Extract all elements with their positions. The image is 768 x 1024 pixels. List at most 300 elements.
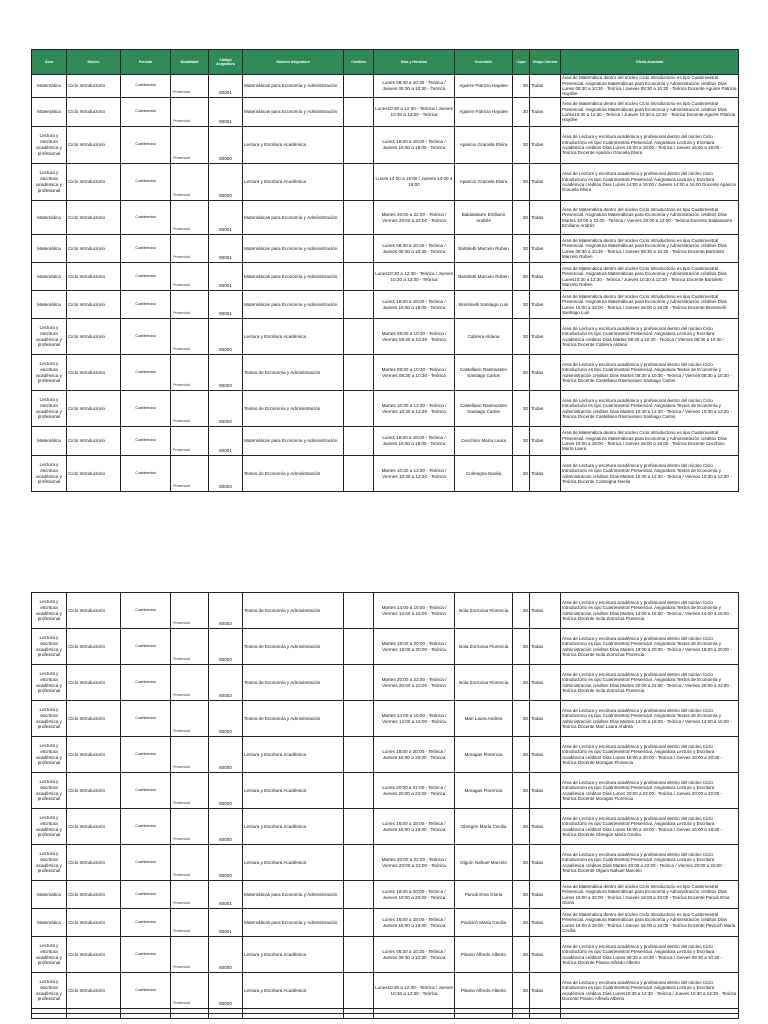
cell-oferta: Área de Lectura y escritura académica y profesional dentro del núcleo Ciclo Introductorio es tipo Cuatrimestral Presencial. Asignatura Lectura y Escritura Académica créditos Días Lunes 20:00 a 22:00 - Teórica / Jueves 20:00 a 22:00 - Teórica Docente Moragas Florencia [561, 773, 739, 809]
cell-nombre: Matemáticas para Economía y Administración [243, 427, 344, 456]
header-grupo: Grupo Carrera [530, 50, 561, 75]
cell-modalidad [171, 909, 209, 937]
cell-creditos [344, 263, 374, 291]
cell-dias: Martes 20:00 a 22:00 - Teórica / Viernes 20:00 a 22:00 - Teórica [374, 845, 455, 881]
cell-codigo-text: 80000 [219, 156, 232, 162]
cell-codigo [209, 164, 243, 201]
header-cupo: Cupo [513, 50, 530, 75]
cell-codigo [209, 881, 243, 909]
cell-modalidad-text: Presencial [173, 448, 190, 453]
cell-area: Lectura y escritura académica y profesional [32, 973, 67, 1009]
cell-periodo: Cuatrimestral [121, 593, 171, 629]
cell-codigo-text: 80002 [219, 729, 232, 735]
cell-nucleo: Ciclo Introductorio [67, 881, 121, 909]
cell-codigo [209, 263, 243, 291]
cell-nucleo: Ciclo Introductorio [67, 263, 121, 291]
cell-codigo-text: 80000 [219, 347, 232, 353]
cell-periodo: Cuatrimestral [121, 235, 171, 263]
cell-area: Lectura y escritura académica y profesional [32, 593, 67, 629]
cell-grupo: Todas [530, 75, 561, 98]
cell-grupo: Todas [530, 973, 561, 1009]
cell-docente: Moragas Florencia [455, 773, 513, 809]
cell-modalidad [171, 98, 209, 127]
cell-modalidad [171, 75, 209, 98]
cell-docente: Pisano Alfredo Alberto [455, 937, 513, 973]
cell-cupo: 30 [513, 235, 530, 263]
cell-docente: Castellano Rasmussen Santiago Carlos [455, 391, 513, 427]
cell-codigo [209, 937, 243, 973]
table-row [32, 845, 739, 881]
cell-area: Matemática [32, 201, 67, 235]
cell-modalidad-text: Presencial [173, 901, 190, 906]
cell-nucleo: Ciclo Introductorio [67, 665, 121, 701]
header-oferta: Oferta Asociada [561, 50, 739, 75]
cell-nombre: Textos de Economía y Administración [243, 355, 344, 391]
cell-cupo: 30 [513, 629, 530, 665]
cell-periodo: Cuatrimestral [121, 701, 171, 737]
cell-docente: Bartoletti Marcelo Ruben [455, 235, 513, 263]
cell-nucleo: Ciclo Introductorio [67, 355, 121, 391]
cell-grupo: Todas [530, 127, 561, 164]
cell-grupo: Todas [530, 391, 561, 427]
course-table-page-1 [31, 49, 738, 492]
cell-nucleo: Ciclo Introductorio [67, 127, 121, 164]
cell-nombre: Lectura y Escritura Académica [243, 773, 344, 809]
empty-cell [561, 1014, 739, 1019]
cell-codigo [209, 809, 243, 845]
cell-area: Lectura y escritura académica y profesional [32, 773, 67, 809]
cell-modalidad-text: Presencial [173, 693, 190, 698]
cell-periodo: Cuatrimestral [121, 809, 171, 845]
cell-docente: Olguín Nahuel Marcelo [455, 845, 513, 881]
cell-cupo: 30 [513, 701, 530, 737]
cell-area: Matemática [32, 235, 67, 263]
cell-codigo-text: 80002 [219, 383, 232, 389]
table-row [32, 427, 739, 456]
cell-nucleo: Ciclo Introductorio [67, 75, 121, 98]
cell-dias: Lunes 20:00 a 22:00 - Teórica / Jueves 20:00 a 22:00 - Teórica [374, 773, 455, 809]
cell-area: Lectura y escritura académica y profesional [32, 456, 67, 492]
cell-area: Lectura y escritura académica y profesional [32, 665, 67, 701]
cell-modalidad [171, 127, 209, 164]
cell-modalidad [171, 456, 209, 492]
cell-codigo-text: 80000 [219, 873, 232, 879]
cell-nucleo: Ciclo Introductorio [67, 291, 121, 319]
cell-modalidad-text: Presencial [173, 255, 190, 260]
cell-grupo: Todas [530, 201, 561, 235]
cell-oferta: Área de Matemática dentro del núcleo Ciclo Introductorio es tipo Cuatrimestral Presencial. Asignatura Matemáticas para Economía y Administración créditos Días Lunes10:30 a 12:30 - Teórica / Jueves 10:30 a 12:30 - Teórica Docente Bartoletti Marcelo Ruben [561, 263, 739, 291]
cell-nucleo: Ciclo Introductorio [67, 98, 121, 127]
cell-area: Matemática [32, 427, 67, 456]
cell-nombre: Lectura y Escritura Académica [243, 937, 344, 973]
cell-periodo: Cuatrimestral [121, 909, 171, 937]
cell-cupo: 30 [513, 164, 530, 201]
cell-area: Lectura y escritura académica y profesional [32, 355, 67, 391]
course-table-page-2 [31, 592, 738, 1019]
cell-dias: Martes 20:00 a 22:00 - Teórica / Viernes 20:00 a 22:00 - Teórica [374, 665, 455, 701]
cell-grupo: Todas [530, 456, 561, 492]
cell-modalidad [171, 427, 209, 456]
cell-grupo: Todas [530, 319, 561, 355]
cell-modalidad [171, 737, 209, 773]
cell-area: Lectura y escritura académica y profesional [32, 391, 67, 427]
cell-codigo-text: 80001 [219, 90, 232, 96]
table-row [32, 75, 739, 98]
cell-grupo: Todas [530, 701, 561, 737]
cell-modalidad [171, 391, 209, 427]
header-docente: Docente/s [455, 50, 513, 75]
cell-dias: Martes 10:30 a 12:30 - Teórica / Viernes 10:30 a 12:30 - Teórica [374, 456, 455, 492]
cell-codigo-text: 80000 [219, 193, 232, 199]
cell-periodo: Cuatrimestral [121, 127, 171, 164]
cell-codigo-text: 80001 [219, 901, 232, 907]
cell-grupo: Todas [530, 773, 561, 809]
cell-docente: Isola Zorrozua Florencia [455, 593, 513, 629]
cell-nucleo: Ciclo Introductorio [67, 319, 121, 355]
cell-oferta: Área de Lectura y escritura académica y profesional dentro del núcleo Ciclo Introductorio es tipo Cuatrimestral Presencial. Asignatura Lectura y Escritura Académica créditos Días Martes 08:30 a 10:30 - Teórica / Viernes 08:30 a 10:30 - Teórica Docente Cabrera Aldana [561, 319, 739, 355]
cell-dias: Lunes10:30 a 12:30 - Teórica / Jueves 10:30 a 12:30 - Teórica [374, 973, 455, 1009]
cell-periodo: Cuatrimestral [121, 629, 171, 665]
cell-creditos [344, 773, 374, 809]
cell-codigo [209, 75, 243, 98]
cell-oferta: Área de Lectura y escritura académica y profesional dentro del núcleo Ciclo Introductorio es tipo Cuatrimestral Presencial. Asignatura Lectura y Escritura Académica créditos Días Lunes 16:00 a 18:00 - Teórica / Jueves 16:00 a 18:00 - Teórica Docente Aparicio Graciela Elvira [561, 127, 739, 164]
table-row [32, 973, 739, 1009]
cell-grupo: Todas [530, 937, 561, 973]
cell-cupo: 30 [513, 263, 530, 291]
cell-modalidad-text: Presencial [173, 484, 190, 489]
cell-codigo [209, 845, 243, 881]
cell-periodo: Cuatrimestral [121, 391, 171, 427]
cell-creditos [344, 427, 374, 456]
table-row [32, 456, 739, 492]
cell-modalidad [171, 937, 209, 973]
cell-docente: Obregón María Cecilia [455, 809, 513, 845]
cell-creditos [344, 665, 374, 701]
table-row [32, 701, 739, 737]
cell-modalidad-text: Presencial [173, 657, 190, 662]
table-row [32, 291, 739, 319]
cell-periodo: Cuatrimestral [121, 355, 171, 391]
cell-grupo: Todas [530, 235, 561, 263]
cell-creditos [344, 593, 374, 629]
cell-nucleo: Ciclo Introductorio [67, 391, 121, 427]
cell-modalidad [171, 164, 209, 201]
cell-creditos [344, 235, 374, 263]
cell-cupo: 30 [513, 909, 530, 937]
table-row [32, 201, 739, 235]
cell-nucleo: Ciclo Introductorio [67, 737, 121, 773]
header-area: Área [32, 50, 67, 75]
cell-grupo: Todas [530, 629, 561, 665]
table-row [32, 263, 739, 291]
cell-oferta: Área de Matemática dentro del núcleo Ciclo Introductorio es tipo Cuatrimestral Presencial. Asignatura Matemáticas para Economía y Administración créditos Días Lunes 08:30 a 10:30 - Teórica / Jueves 08:30 a 10:30 - Teórica Docente Aguirre Patricia Haydee [561, 75, 739, 98]
cell-nucleo: Ciclo Introductorio [67, 845, 121, 881]
cell-codigo [209, 127, 243, 164]
cell-oferta: Área de Lectura y escritura académica y profesional dentro del núcleo Ciclo Introductorio es tipo Cuatrimestral Presencial. Asignatura Textos de Economía y Administración créditos Días Martes 18:00 a 20:00 - Teórica / Viernes 18:00 a 20:00 - Teórica Docente Isola Zorrozua Florencia [561, 629, 739, 665]
cell-modalidad-text: Presencial [173, 383, 190, 388]
cell-creditos [344, 737, 374, 773]
cell-codigo-text: 80000 [219, 965, 232, 971]
cell-dias: Martes 08:30 a 10:30 - Teórica / Viernes 08:30 a 10:30 - Teórica [374, 355, 455, 391]
empty-table-row [32, 1014, 739, 1019]
cell-dias: Martes 10:30 a 12:30 - Teórica / Viernes 10:30 a 12:30 - Teórica [374, 391, 455, 427]
empty-cell [121, 1014, 171, 1019]
cell-cupo: 30 [513, 355, 530, 391]
cell-area: Matemática [32, 263, 67, 291]
cell-oferta: Área de Lectura y escritura académica y profesional dentro del núcleo Ciclo Introductorio es tipo Cuatrimestral Presencial. Asignatura Textos de Economía y Administración créditos Días Martes 14:00 a 16:00 - Teórica / Viernes 14:00 a 16:00 - Teórica Docente Isola Zorrozua Florencia [561, 593, 739, 629]
cell-modalidad-text: Presencial [173, 90, 190, 95]
cell-oferta: Área de Lectura y escritura académica y profesional dentro del núcleo Ciclo Introductorio es tipo Cuatrimestral Presencial. Asignatura Lectura y Escritura Académica créditos Días Lunes 18:00 a 20:00 - Teórica / Jueves 18:00 a 20:00 - Teórica Docente Moragas Florencia [561, 737, 739, 773]
cell-nucleo: Ciclo Introductorio [67, 809, 121, 845]
cell-cupo: 30 [513, 427, 530, 456]
cell-modalidad-text: Presencial [173, 347, 190, 352]
cell-dias: Lunes 16:00 a 18:00 - Teórica / Jueves 16:00 a 18:00 - Teórica [374, 427, 455, 456]
cell-oferta: Área de Matemática dentro del núcleo Ciclo Introductorio es tipo Cuatrimestral Presencial. Asignatura Matemáticas para Economía y Administración créditos Días Lunes10:30 a 12:30 - Teórica / Jueves 10:30 a 12:30 - Teórica Docente Aguirre Patricia Haydee [561, 98, 739, 127]
cell-periodo: Cuatrimestral [121, 427, 171, 456]
cell-cupo: 30 [513, 665, 530, 701]
cell-docente: Parodi Ema Gloria [455, 881, 513, 909]
cell-creditos [344, 355, 374, 391]
cell-area: Lectura y escritura académica y profesional [32, 845, 67, 881]
cell-cupo: 30 [513, 291, 530, 319]
cell-oferta: Área de Matemática dentro del núcleo Ciclo Introductorio es tipo Cuatrimestral Presencial. Asignatura Matemáticas para Economía y Administración créditos Días Lunes 16:00 a 18:00 - Teórica / Jueves 16:00 a 18:00 - Teórica Docente Cecchino María Laura [561, 427, 739, 456]
cell-periodo: Cuatrimestral [121, 845, 171, 881]
cell-nombre: Matemáticas para Economía y Administración [243, 291, 344, 319]
cell-cupo: 30 [513, 737, 530, 773]
cell-modalidad-text: Presencial [173, 227, 190, 232]
cell-codigo-text: 80000 [219, 1001, 232, 1007]
cell-oferta: Área de Lectura y escritura académica y profesional dentro del núcleo Ciclo Introductorio es tipo Cuatrimestral Presencial. Asignatura Lectura y Escritura Académica créditos Días Lunes10:30 a 12:30 - Teórica / Jueves 10:30 a 12:30 - Teórica Docente Pisano Alfredo Alberto [561, 973, 739, 1009]
cell-docente: Cecchino María Laura [455, 427, 513, 456]
cell-docente: Aguirre Patricia Haydee [455, 98, 513, 127]
cell-periodo: Cuatrimestral [121, 98, 171, 127]
header-dias: Días y Horarios [374, 50, 455, 75]
course-table [31, 49, 739, 492]
cell-docente: Aparicio Graciela Elvira [455, 127, 513, 164]
cell-cupo: 30 [513, 127, 530, 164]
table-row [32, 937, 739, 973]
cell-docente: Moragas Florencia [455, 737, 513, 773]
cell-docente: Brentinelli Santiago Luis [455, 291, 513, 319]
table-row [32, 127, 739, 164]
cell-nucleo: Ciclo Introductorio [67, 427, 121, 456]
cell-nucleo: Ciclo Introductorio [67, 973, 121, 1009]
cell-codigo [209, 291, 243, 319]
cell-nombre: Lectura y Escritura Académica [243, 809, 344, 845]
cell-oferta: Área de Lectura y escritura académica y profesional dentro del núcleo Ciclo Introductorio es tipo Cuatrimestral Presencial. Asignatura Lectura y Escritura Académica créditos Días Lunes 16:00 a 18:00 - Teórica / Jueves 16:00 a 18:00 - Teórica Docente Obregón María Cecilia [561, 809, 739, 845]
cell-periodo: Cuatrimestral [121, 881, 171, 909]
table-row [32, 629, 739, 665]
cell-grupo: Todas [530, 665, 561, 701]
cell-creditos [344, 937, 374, 973]
cell-grupo: Todas [530, 291, 561, 319]
cell-cupo: 30 [513, 98, 530, 127]
header-periodo: Período [121, 50, 171, 75]
cell-modalidad [171, 809, 209, 845]
cell-nombre: Textos de Economía y Administración [243, 701, 344, 737]
table-row [32, 881, 739, 909]
cell-cupo: 30 [513, 973, 530, 1009]
cell-codigo-text: 80001 [219, 227, 232, 233]
cell-codigo [209, 701, 243, 737]
cell-modalidad-text: Presencial [173, 873, 190, 878]
cell-dias: Lunes 16:00 a 18:00 - Teórica / Jueves 16:00 a 18:00 - Teórica [374, 291, 455, 319]
cell-docente: Isola Zorrozua Florencia [455, 629, 513, 665]
cell-docente: Aparicio Graciela Elvira [455, 164, 513, 201]
cell-creditos [344, 391, 374, 427]
cell-modalidad [171, 235, 209, 263]
empty-cell [455, 1014, 513, 1019]
cell-oferta: Área de Lectura y escritura académica y profesional dentro del núcleo Ciclo Introductorio es tipo Cuatrimestral Presencial. Asignatura Textos de Economía y Administración créditos Días Martes 14:00 a 16:00 - Teórica / Viernes 14:00 a 16:00 - Teórica Docente Mari Laura Andrea [561, 701, 739, 737]
cell-nucleo: Ciclo Introductorio [67, 164, 121, 201]
empty-cell [32, 1014, 67, 1019]
empty-cell [530, 1014, 561, 1019]
cell-grupo: Todas [530, 881, 561, 909]
cell-modalidad [171, 973, 209, 1009]
cell-modalidad [171, 263, 209, 291]
cell-grupo: Todas [530, 909, 561, 937]
cell-creditos [344, 201, 374, 235]
cell-oferta: Área de Matemática dentro del núcleo Ciclo Introductorio es tipo Cuatrimestral Presencial. Asignatura Matemáticas para Economía y Administración créditos Días Lunes 16:00 a 18:00 - Teórica / Jueves 16:00 a 18:00 - Teórica Docente Pavicich María Cecilia [561, 909, 739, 937]
cell-codigo-text: 80001 [219, 448, 232, 454]
cell-modalidad-text: Presencial [173, 929, 190, 934]
cell-dias: Lunes 18:00 a 20:00 - Teórica / Jueves 18:00 a 20:00 - Teórica [374, 737, 455, 773]
cell-creditos [344, 291, 374, 319]
cell-nombre: Matemáticas para Economía y Administración [243, 98, 344, 127]
cell-nombre: Matemáticas para Economía y Administración [243, 881, 344, 909]
empty-cell [513, 1014, 530, 1019]
cell-cupo: 30 [513, 809, 530, 845]
cell-docente: Bartoletti Marcelo Ruben [455, 263, 513, 291]
cell-creditos [344, 127, 374, 164]
cell-creditos [344, 98, 374, 127]
table-row [32, 665, 739, 701]
cell-docente: Pisano Alfredo Alberto [455, 973, 513, 1009]
cell-codigo [209, 235, 243, 263]
cell-nombre: Textos de Economía y Administración [243, 593, 344, 629]
cell-periodo: Cuatrimestral [121, 973, 171, 1009]
cell-modalidad [171, 319, 209, 355]
cell-nombre: Textos de Economía y Administración [243, 391, 344, 427]
cell-nucleo: Ciclo Introductorio [67, 909, 121, 937]
cell-modalidad-text: Presencial [173, 765, 190, 770]
cell-creditos [344, 75, 374, 98]
cell-dias: Lunes 14:00 a 16:00 / Jueves 14:00 a 16:00 [374, 164, 455, 201]
cell-dias: Lunes 08:30 a 10:30 - Teórica / Jueves 08:30 a 10:30 - Teórica [374, 75, 455, 98]
cell-codigo [209, 629, 243, 665]
cell-area: Lectura y escritura académica y profesional [32, 319, 67, 355]
cell-codigo-text: 80001 [219, 311, 232, 317]
cell-oferta: Área de Lectura y escritura académica y profesional dentro del núcleo Ciclo Introductorio es tipo Cuatrimestral Presencial. Asignatura Textos de Economía y Administración créditos Días Martes 20:00 a 22:00 - Teórica / Viernes 20:00 a 22:00 - Teórica Docente Isola Zorrozua Florencia [561, 665, 739, 701]
cell-creditos [344, 319, 374, 355]
cell-periodo: Cuatrimestral [121, 319, 171, 355]
cell-codigo [209, 201, 243, 235]
cell-nucleo: Ciclo Introductorio [67, 201, 121, 235]
cell-codigo [209, 909, 243, 937]
table-row [32, 164, 739, 201]
cell-modalidad-text: Presencial [173, 283, 190, 288]
cell-dias: Martes 14:00 a 16:00 - Teórica / Viernes 14:00 a 16:00 - Teórica [374, 701, 455, 737]
cell-creditos [344, 909, 374, 937]
cell-periodo: Cuatrimestral [121, 456, 171, 492]
cell-codigo-text: 80001 [219, 283, 232, 289]
cell-codigo [209, 355, 243, 391]
cell-oferta: Área de Matemática dentro del núcleo Ciclo Introductorio es tipo Cuatrimestral Presencial. Asignatura Matemáticas para Economía y Administración créditos Días Lunes 16:00 a 18:00 - Teórica / Jueves 16:00 a 18:00 - Teórica Docente Brentinelli Santiago Luis [561, 291, 739, 319]
cell-codigo [209, 593, 243, 629]
table-row [32, 593, 739, 629]
cell-codigo [209, 737, 243, 773]
table-row [32, 355, 739, 391]
cell-codigo [209, 456, 243, 492]
cell-modalidad [171, 355, 209, 391]
cell-nucleo: Ciclo Introductorio [67, 235, 121, 263]
cell-modalidad-text: Presencial [173, 419, 190, 424]
cell-docente: Colmegna Noelia [455, 456, 513, 492]
cell-nucleo: Ciclo Introductorio [67, 456, 121, 492]
empty-cell [344, 1014, 374, 1019]
cell-docente: Mari Laura Andrea [455, 701, 513, 737]
cell-grupo: Todas [530, 427, 561, 456]
cell-periodo: Cuatrimestral [121, 75, 171, 98]
cell-creditos [344, 845, 374, 881]
cell-nombre: Matemáticas para Economía y Administración [243, 201, 344, 235]
cell-nombre: Textos de Economía y Administración [243, 456, 344, 492]
cell-creditos [344, 881, 374, 909]
table-row [32, 809, 739, 845]
cell-modalidad [171, 629, 209, 665]
table-row [32, 737, 739, 773]
cell-nucleo: Ciclo Introductorio [67, 701, 121, 737]
cell-codigo-text: 80000 [219, 837, 232, 843]
cell-modalidad-text: Presencial [173, 193, 190, 198]
cell-oferta: Área de Lectura y escritura académica y profesional dentro del núcleo Ciclo Introductorio es tipo Cuatrimestral Presencial. Asignatura Lectura y Escritura Académica créditos Días Martes 20:00 a 22:00 - Teórica / Viernes 20:00 a 22:00 - Teórica Docente Olguín Nahuel Marcelo [561, 845, 739, 881]
cell-modalidad-text: Presencial [173, 311, 190, 316]
cell-nombre: Textos de Economía y Administración [243, 665, 344, 701]
table-row [32, 391, 739, 427]
empty-cell [171, 1014, 209, 1019]
empty-cell [67, 1014, 121, 1019]
cell-grupo: Todas [530, 164, 561, 201]
cell-periodo: Cuatrimestral [121, 263, 171, 291]
cell-grupo: Todas [530, 263, 561, 291]
cell-grupo: Todas [530, 593, 561, 629]
cell-nombre: Matemáticas para Economía y Administración [243, 909, 344, 937]
cell-codigo-text: 80001 [219, 255, 232, 261]
cell-nombre: Lectura y Escritura Académica [243, 164, 344, 201]
cell-modalidad-text: Presencial [173, 621, 190, 626]
cell-codigo [209, 427, 243, 456]
cell-grupo: Todas [530, 845, 561, 881]
cell-oferta: Área de Matemática dentro del núcleo Ciclo Introductorio es tipo Cuatrimestral Presencial. Asignatura Matemáticas para Economía y Administración créditos Días Martes 20:00 a 22:00 - Teórica / Viernes 20:00 a 22:00 - Teórica Docente Baldassarre Emiliano Andrés [561, 201, 739, 235]
cell-oferta: Área de Lectura y escritura académica y profesional dentro del núcleo Ciclo Introductorio es tipo Cuatrimestral Presencial. Asignatura Textos de Economía y Administración créditos Días Martes 10:30 a 12:30 - Teórica / Viernes 10:30 a 12:30 - Teórica Docente Colmegna Noelia [561, 456, 739, 492]
cell-oferta: Área de Lectura y escritura académica y profesional dentro del núcleo Ciclo Introductorio es tipo Cuatrimestral Presencial. Asignatura Lectura y Escritura Académica créditos Días Lunes 14:00 a 16:00 / Jueves 14:00 a 16:00 Docente Aparicio Graciela Elvira [561, 164, 739, 201]
cell-nombre: Matemáticas para Economía y Administración [243, 235, 344, 263]
cell-creditos [344, 629, 374, 665]
cell-modalidad [171, 665, 209, 701]
cell-area: Matemática [32, 291, 67, 319]
cell-dias: Lunes 16:00 a 18:00 - Teórica / Jueves 16:00 a 18:00 - Teórica [374, 809, 455, 845]
cell-modalidad [171, 593, 209, 629]
header-nombre: Nombre Asignatura [243, 50, 344, 75]
cell-area: Lectura y escritura académica y profesional [32, 127, 67, 164]
header-codigo: Código Asignatura [209, 50, 243, 75]
table-row [32, 98, 739, 127]
cell-docente: Pavicich María Cecilia [455, 909, 513, 937]
table-header-row [32, 50, 739, 75]
cell-codigo-text: 80002 [219, 484, 232, 490]
cell-modalidad-text: Presencial [173, 156, 190, 161]
cell-creditos [344, 164, 374, 201]
